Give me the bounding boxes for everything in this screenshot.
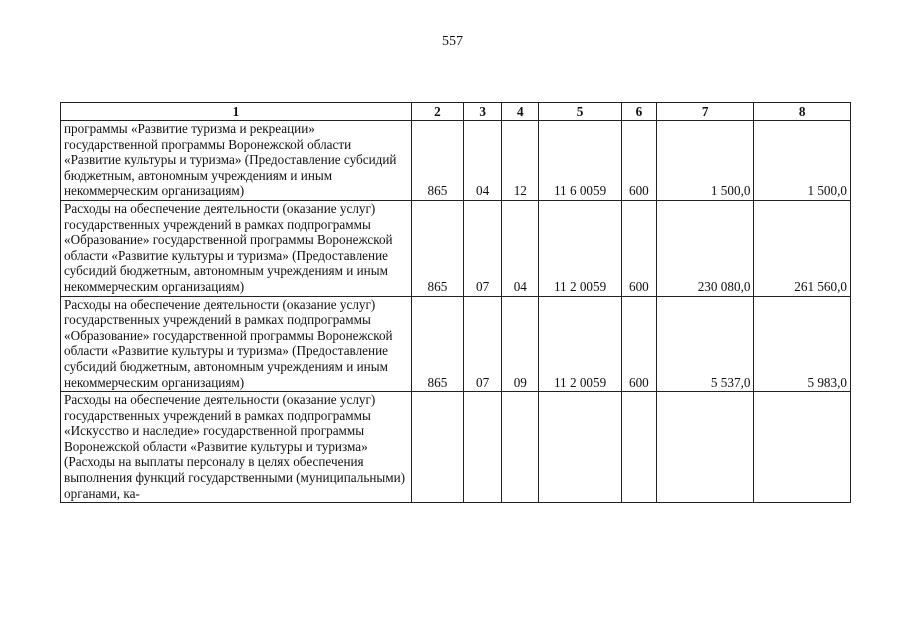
row-description: Расходы на обеспечение деятельности (оказание услуг) государственных учреждений в рамках подпрограммы «Образование» государственной программы Воронежской области «Развитие культуры и туризма» (Предоставление субсидий бюджетным, автономным учреждениям и иным некоммерческим организациям) xyxy=(61,296,412,392)
column-header-4: 4 xyxy=(502,103,539,121)
cell-expense-type: 600 xyxy=(621,200,656,296)
cell-target-article: 11 2 0059 xyxy=(539,296,621,392)
cell-subsection: 09 xyxy=(502,296,539,392)
cell-amount-1: 1 500,0 xyxy=(656,121,753,201)
cell-section: 07 xyxy=(464,296,502,392)
row-description: Расходы на обеспечение деятельности (оказание услуг) государственных учреждений в рамках подпрограммы «Искусство и наследие» государственной программы Воронежской области «Развитие культуры и туризма» (Расходы на выплаты персоналу в целях обеспечения выполнения функций государственными (муниципальными) органами, ка- xyxy=(61,392,412,503)
table-row xyxy=(61,392,851,503)
cell-amount-1: 5 537,0 xyxy=(656,296,753,392)
cell-expense-type: 600 xyxy=(621,296,656,392)
budget-table xyxy=(60,102,851,503)
cell-admin-code xyxy=(411,392,463,503)
column-header-3: 3 xyxy=(464,103,502,121)
cell-admin-code: 865 xyxy=(411,121,463,201)
table-row xyxy=(61,121,851,201)
cell-admin-code: 865 xyxy=(411,296,463,392)
cell-section: 07 xyxy=(464,200,502,296)
cell-subsection xyxy=(502,392,539,503)
column-header-1: 1 xyxy=(61,103,412,121)
cell-amount-2: 5 983,0 xyxy=(754,296,851,392)
cell-amount-1: 230 080,0 xyxy=(656,200,753,296)
cell-section xyxy=(464,392,502,503)
cell-target-article: 11 6 0059 xyxy=(539,121,621,201)
column-header-7: 7 xyxy=(656,103,753,121)
cell-expense-type: 600 xyxy=(621,121,656,201)
table-row xyxy=(61,200,851,296)
table-row xyxy=(61,296,851,392)
cell-target-article xyxy=(539,392,621,503)
cell-amount-2: 1 500,0 xyxy=(754,121,851,201)
page-number: 557 xyxy=(442,34,463,49)
cell-subsection: 12 xyxy=(502,121,539,201)
column-header-6: 6 xyxy=(621,103,656,121)
cell-admin-code: 865 xyxy=(411,200,463,296)
column-header-5: 5 xyxy=(539,103,621,121)
cell-subsection: 04 xyxy=(502,200,539,296)
row-description: Расходы на обеспечение деятельности (оказание услуг) государственных учреждений в рамках подпрограммы «Образование» государственной программы Воронежской области «Развитие культуры и туризма» (Предоставление субсидий бюджетным, автономным учреждениям и иным некоммерческим организациям) xyxy=(61,200,412,296)
table-header-row xyxy=(61,103,851,121)
cell-section: 04 xyxy=(464,121,502,201)
cell-expense-type xyxy=(621,392,656,503)
cell-amount-1 xyxy=(656,392,753,503)
column-header-2: 2 xyxy=(411,103,463,121)
cell-amount-2 xyxy=(754,392,851,503)
cell-amount-2: 261 560,0 xyxy=(754,200,851,296)
row-description: программы «Развитие туризма и рекреации» государственной программы Воронежской области «Развитие культуры и туризма» (Предоставление субсидий бюджетным, автономным учреждениям и иным некоммерческим организациям) xyxy=(61,121,412,201)
column-header-8: 8 xyxy=(754,103,851,121)
cell-target-article: 11 2 0059 xyxy=(539,200,621,296)
